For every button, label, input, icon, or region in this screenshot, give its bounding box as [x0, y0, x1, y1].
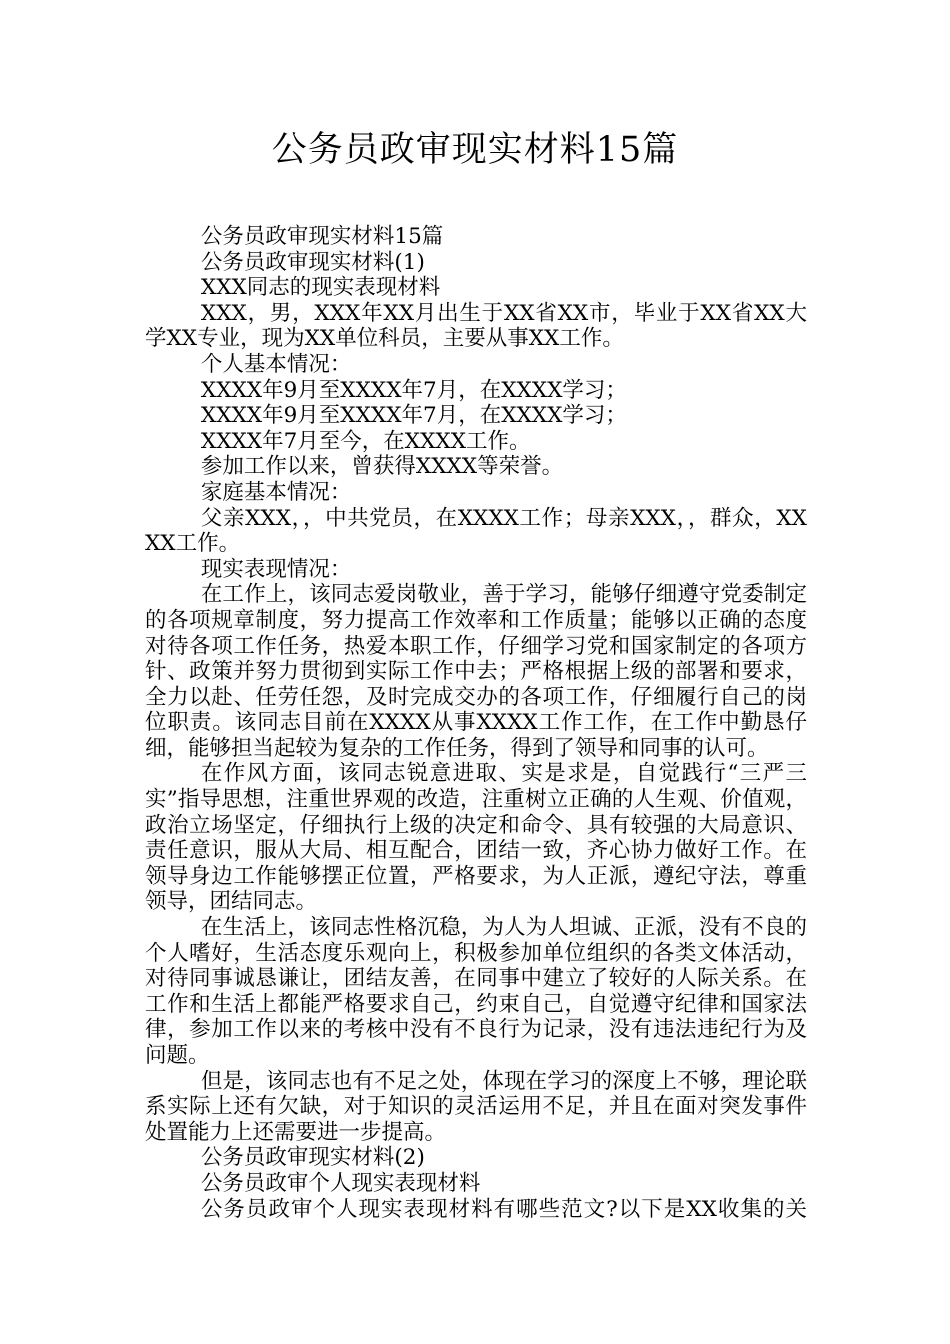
- paragraph-performance-label: 现实表现情况：: [200, 556, 352, 582]
- paragraph-intro: XXX，男，XXX年XX月出生于XX省XX市，毕业于XX省XX大学XX专业，现为XX单位科员，主要从事XX工作。: [145, 300, 807, 352]
- paragraph-work-performance: 在工作上，该同志爱岗敬业，善于学习，能够仔细遵守党委制定的各项规章制度，努力提高工作效率和工作质量；能够以正确的态度对待各项工作任务，热爱本职工作，仔细学习党和国家制定的各项方针、政策并努力贯彻到实际工作中去；严格根据上级的部署和要求，全力以赴、任劳任怨，及时完成交办的各项工作，仔细履行自己的岗位职责。该同志目前在XXXX从事XXXX工作工作，在工作中勤恳仔细，能够担当起较为复杂的工作任务，得到了领导和同事的认可。: [145, 582, 807, 761]
- paragraph-education-1: XXXX年9月至XXXX年7月，在XXXX学习；: [200, 377, 627, 403]
- paragraph-intro-2: 公务员政审个人现实表现材料有哪些范文?以下是XX收集的关: [200, 1196, 807, 1222]
- paragraph-shortcomings: 但是，该同志也有不足之处，体现在学习的深度上不够，理论联系实际上还有欠缺，对于知识的灵活运用不足，并且在面对突发事件处置能力上还需要进一步提高。: [145, 1068, 807, 1145]
- paragraph-personal-label: 个人基本情况：: [200, 351, 352, 377]
- paragraph-honors: 参加工作以来，曾获得XXXX等荣誉。: [200, 454, 564, 480]
- document-body: [145, 224, 807, 1222]
- paragraph-family: 父亲XXX，，中共党员，在XXXX工作；母亲XXX，，群众，XXXX工作。: [145, 505, 807, 557]
- paragraph-life: 在生活上，该同志性格沉稳，为人为人坦诚、正派，没有不良的个人嗜好，生活态度乐观向上，积极参加单位组织的各类文体活动，对待同事诚恳谦让，团结友善，在同事中建立了较好的人际关系。在工作和生活上都能严格要求自己，约束自己，自觉遵守纪律和国家法律，参加工作以来的考核中没有不良行为记录，没有违法违纪行为及问题。: [145, 915, 807, 1068]
- paragraph-heading: 公务员政审现实材料15篇: [200, 224, 444, 249]
- paragraph-education-2: XXXX年9月至XXXX年7月，在XXXX学习；: [200, 403, 627, 429]
- paragraph-subtitle-2: 公务员政审个人现实表现材料: [200, 1170, 481, 1196]
- document-title: 公务员政审现实材料15篇: [271, 130, 679, 170]
- paragraph-family-label: 家庭基本情况：: [200, 479, 352, 505]
- paragraph-subtitle: XXX同志的现实表现材料: [200, 275, 441, 301]
- paragraph-work: XXXX年7月至今，在XXXX工作。: [200, 428, 531, 454]
- paragraph-section-title: 公务员政审现实材料(1): [200, 249, 425, 275]
- paragraph-section-title-2: 公务员政审现实材料(2): [200, 1145, 425, 1171]
- paragraph-style: 在作风方面，该同志锐意进取、实是求是，自觉践行“三严三实”指导思想，注重世界观的改造，注重树立正确的人生观、价值观，政治立场坚定，仔细执行上级的决定和命令、具有较强的大局意识、责任意识，服从大局、相互配合，团结一致，齐心协力做好工作。在领导身边工作能够摆正位置，严格要求，为人正派，遵纪守法，尊重领导，团结同志。: [145, 761, 807, 915]
